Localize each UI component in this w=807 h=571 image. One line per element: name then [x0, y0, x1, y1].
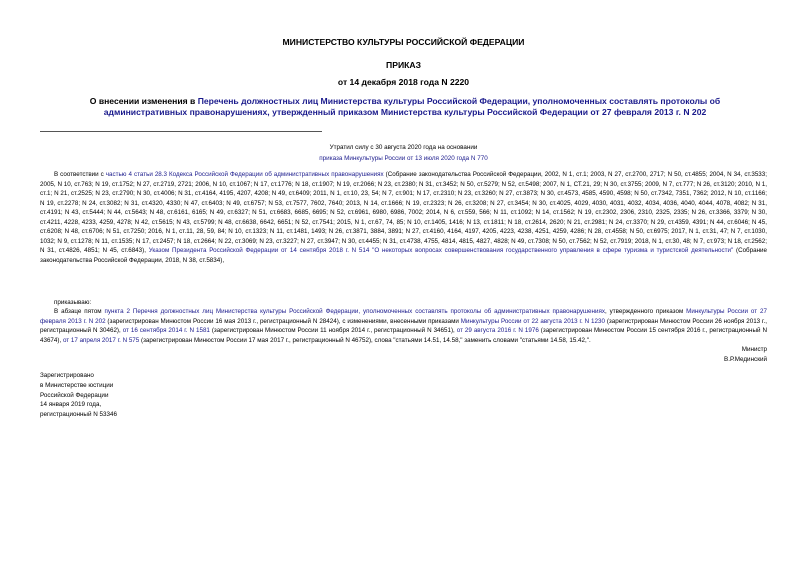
lost-force-link[interactable]: приказа Минкультуры России от 13 июля 2020 года N 770: [319, 155, 488, 162]
paragraph-order: приказываю:: [54, 299, 92, 306]
text-segment: , утвержденного приказом: [604, 308, 687, 315]
lost-force-text: Утратил силу с 30 августа 2020 года на основании: [329, 144, 478, 151]
text-segment: (зарегистрирован Минюстом России 17 мая 2017 г., регистрационный N 46752), слова "статьями 14.51, 14.58," заменить словами "статьями 14.58, 15.42,".: [139, 336, 591, 344]
title-link[interactable]: Перечень должностных лиц Министерства культуры Российской Федерации, уполномоченных составлять протоколы об административных правонарушениях, утвержденный приказом Министерства культуры Российской Федерации от 27 февраля 2013 г. N 202: [103, 96, 721, 117]
ministry-heading: МИНИСТЕРСТВО КУЛЬТУРЫ РОССИЙСКОЙ ФЕДЕРАЦИИ: [282, 37, 525, 47]
separator-rule: [40, 131, 322, 132]
paragraph-amendment: [40, 307, 767, 345]
registration-block: [40, 371, 117, 420]
text-segment: В абзаце пятом: [54, 308, 105, 315]
doc-date-number: от 14 декабря 2018 года N 2220: [337, 77, 470, 87]
president-decree-link[interactable]: Указом Президента Российской Федерации от 14 сентября 2018 г. N 514 "О некоторых вопросах совершенствования государственного управления в сфере туризма и туристской деятельности": [148, 247, 734, 255]
signature-name: В.Р.Мединский: [724, 355, 767, 363]
signature-position: Министр: [741, 346, 767, 353]
order-1230-link[interactable]: Минкультуры России от 22 августа 2013 г. N 1230: [460, 317, 605, 325]
list-item-link[interactable]: пункта 2 Перечня должностных лиц Министерства культуры Российской Федерации, уполномоченных составлять протоколы об административных правонарушениях: [104, 308, 605, 315]
registration-line: Зарегистрировано: [40, 372, 94, 379]
document-title: [55, 96, 755, 118]
doc-type-heading: ПРИКАЗ: [386, 60, 421, 70]
registration-line: Российской Федерации: [40, 391, 109, 399]
text-segment: (Собрание законодательства Российской Федерации, 2018, N 38, ст.5834),: [40, 247, 768, 264]
registration-line: 14 января 2019 года,: [40, 401, 102, 409]
text-segment: В соответствии с: [54, 171, 106, 178]
text-segment: (зарегистрирован Минюстом России 15 сентября 2016 г., регистрационный N 43674),: [40, 327, 767, 344]
koap-link[interactable]: частью 4 статьи 28.3 Кодекса Российской Федерации об административных правонарушениях: [105, 171, 384, 178]
text-segment: (зарегистрирован Минюстом России 11 ноября 2014 г., регистрационный N 34651),: [209, 327, 457, 335]
title-prefix: О внесении изменения в: [89, 96, 198, 106]
order-202-link[interactable]: Минкультуры России от 27 февраля 2013 г. N 202: [40, 308, 768, 325]
order-575-link[interactable]: от 17 апреля 2017 г. N 575: [62, 336, 140, 344]
order-1581-link[interactable]: от 16 сентября 2014 г. N 1581: [122, 327, 210, 335]
text-segment: (зарегистрирован Минюстом России 16 мая 2013 г., регистрационный N 28424), с изменениями, внесенными приказами: [105, 317, 461, 325]
text-segment: (Собрание законодательства Российской Федерации, 2002, N 1, ст.1; 2003, N 27, ст.2700, 2717; N 50, ст.4855; 2004, N 34, ст.3533; 2005, N 10, ст.763; N 19, ст.1752; N 27, ст.2719, 2721; 2006, N 10, ст.1067; N 17, ст.1776; N 18, ст.1907; N 19, ст.2066; N 23, ст.2380; N 31, ст.3452; N 50, ст.5279; N 52, ст.5498; 2007, N 1, СТ.21, 29; N 30, ст.3755; 2009, N 7, ст.777; N 26, ст.3120; 2010, N 1, ст.1; N 21, ст.2525; N 23, ст.2790; N 30, ст.4006; N 31, ст.4164, 4195, 4207, 4208; N 49, ст.6409; 2011, N 1, ст.10, 23, 54; N 7, ст.901; N 17, ст.2310; N 23, ст.3260; N 27, ст.3873; N 30, ст.4573, 4585, 4590, 4598; N 50, ст.7342, 7351, 7362; 2012, N 10, ст.1166; N 19, ст.2278; N 24, ст.3082; N 31, ст.4320, 4330; N 47, ст.6403; N 49, ст.6757; N 53, ст.7577, 7602, 7640; 2013, N 14, ст.1666; N 19, ст.2323; N 26, ст.3208; N 27, ст.3454; N 30, ст.4025, 4029, 4030, 4031, 4032, 4034, 4036, 4040, 4044, 4078, 4082; N 31, ст.4191; N 43, ст.5444; N 44, ст.5643; N 48, ст.6161, 6165; N 49, ст.6327; N 51, ст.6683, 6685, 6695; N 52, ст.6961, 6980, 6986, 7002; 2014, N 6, ст.559, 566; N 11, ст.1092; N 14, ст.1562; N 19, ст.2302, 2306, 2310, 2325, 2335; N 26, ст.3366, 3379; N 30, ст.4211, 4228, 4233, 4259, 4278; N 42, ст.5615; N 43, ст.5799; N 48, ст.6638, 6642, 6651; N 52, ст.7541; 2015, N 1, ст.67, 74, 85; N 10, ст.1405, 1416; N 13, ст.1811; N 18, ст.2614, 2620; N 21, ст.2981; N 24, ст.3370; N 29, ст.4359, 4391; N 44, ст.6046; N 45, ст.6208; N 48, ст.6706; N 51, ст.7250; 2016, N 1, ст.11, 28, 59, 84; N 10, ст.1323; N 11, ст.1481, 1493; N 26, ст.3871, 3884, 3891; N 27, ст.4160, 4164, 4197, 4205, 4223, 4238, 4251, 4259, 4286; N 28, ст.4558; N 50, ст.6975; 2017, N 1, ст.31, 47; N 7, ст.1030, 1032; N 9, ст.1278; N 11, ст.1535; N 17, ст.2457; N 18, ст.2664; N 22, ст.3069; N 23, ст.3227; N 27, ст.3947; N 30, ст.4455; N 31, ст.4738, 4755, 4814, 4815, 4827, 4828; N 49, ст.7308; N 50, ст.7562; N 52, ст.7919; 2018, N 1, ст.30, 48; N 7, ст.973; N 18, ст.2562; N 31, ст.4826, 4851; N 45, ст.6843),: [40, 171, 767, 255]
registration-line: в Министерстве юстиции: [40, 381, 114, 389]
signature-block: [724, 345, 767, 365]
paragraph-basis: [40, 170, 767, 265]
order-1976-link[interactable]: от 29 августа 2016 г. N 1976: [456, 327, 539, 335]
lost-force-note: [0, 142, 807, 164]
text-segment: (зарегистрирован Минюстом России 26 ноября 2013 г., регистрационный N 30462),: [40, 317, 768, 335]
registration-line: регистрационный N 53346: [40, 411, 118, 419]
